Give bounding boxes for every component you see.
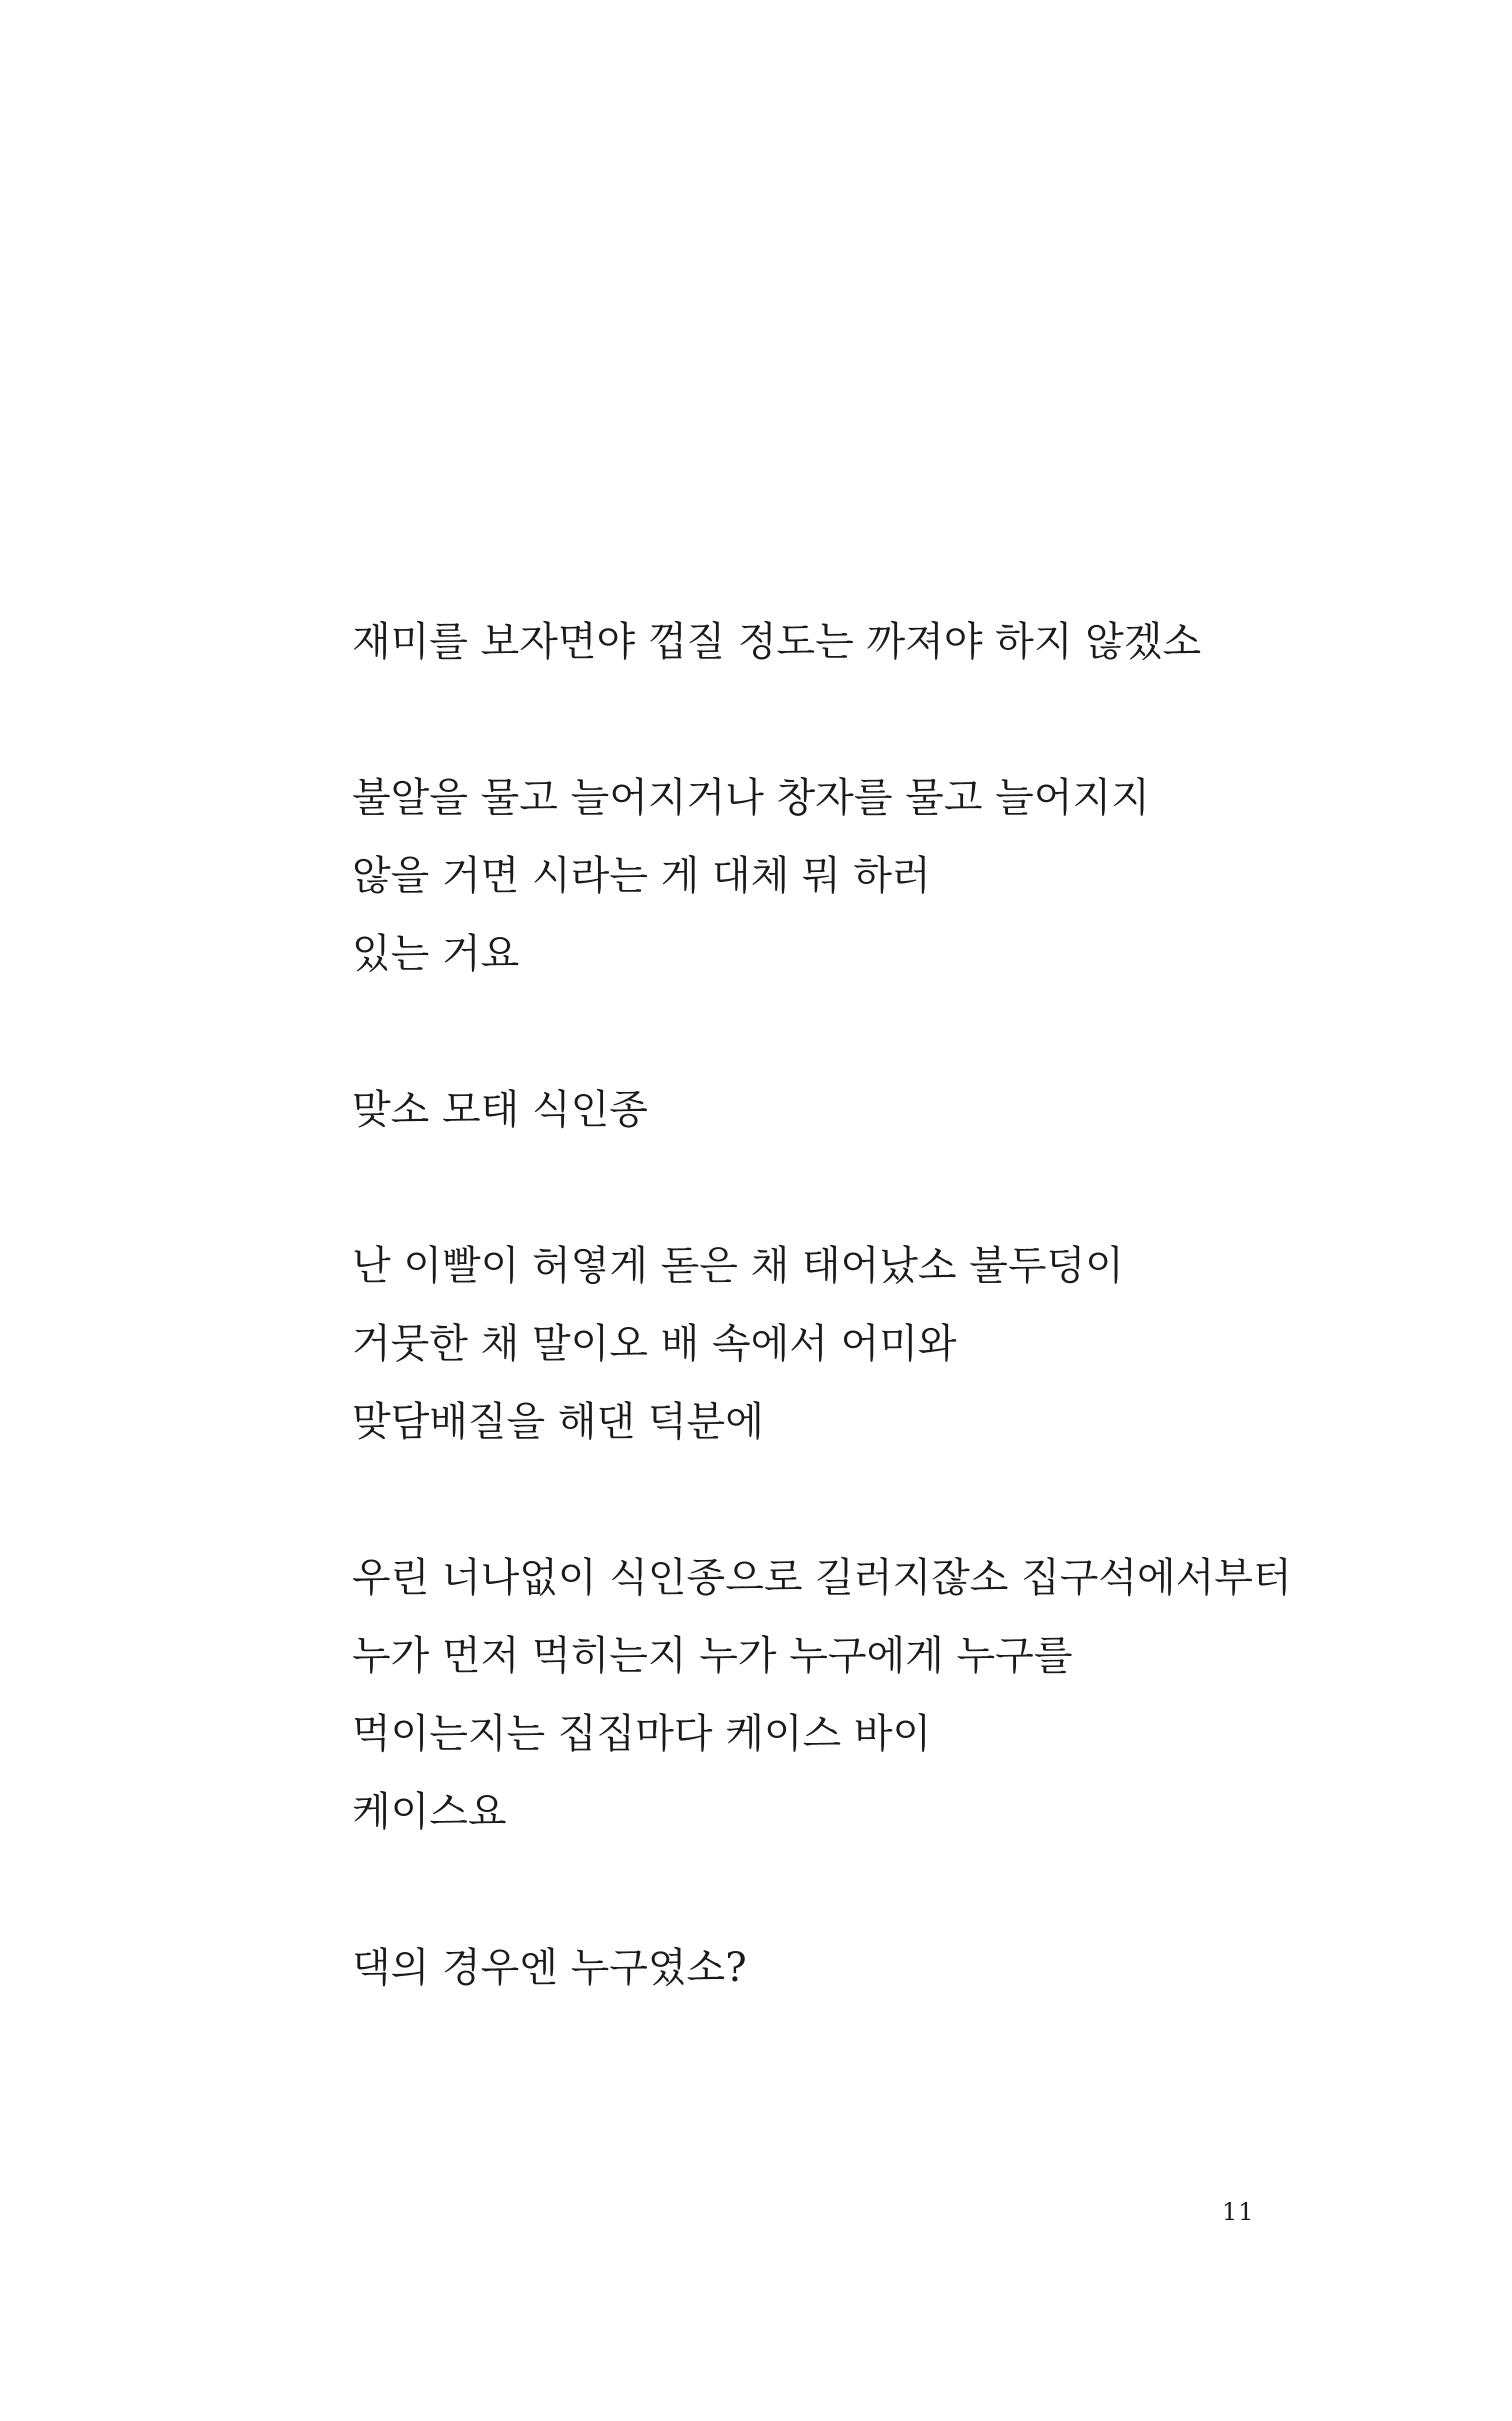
poem-line: 있는 거요	[352, 931, 520, 977]
poem-line: 먹이는지는 집집마다 케이스 바이	[352, 1711, 932, 1757]
page-number: 11	[1222, 2198, 1255, 2226]
poem-line: 않을 거면 시라는 게 대체 뭐 하러	[352, 853, 931, 899]
poem-line: 우린 너나없이 식인종으로 길러지잖소 집구석에서부터	[352, 1555, 1292, 1601]
poem-line: 맞담배질을 해댄 덕분에	[352, 1399, 764, 1445]
poem-line: 난 이빨이 허옇게 돋은 채 태어났소 불두덩이	[352, 1243, 1124, 1289]
poem-line: 케이스요	[352, 1789, 507, 1835]
poem-line: 거뭇한 채 말이오 배 속에서 어미와	[352, 1321, 957, 1367]
poem-line: 재미를 보자면야 껍질 정도는 까져야 하지 않겠소	[352, 619, 1202, 665]
poem-line: 불알을 물고 늘어지거나 창자를 물고 늘어지지	[352, 775, 1150, 821]
poem-line: 누가 먼저 먹히는지 누가 누구에게 누구를	[352, 1633, 1073, 1679]
poem-line: 댁의 경우엔 누구였소?	[352, 1945, 747, 1991]
poem-line: 맞소 모태 식인종	[352, 1087, 648, 1133]
